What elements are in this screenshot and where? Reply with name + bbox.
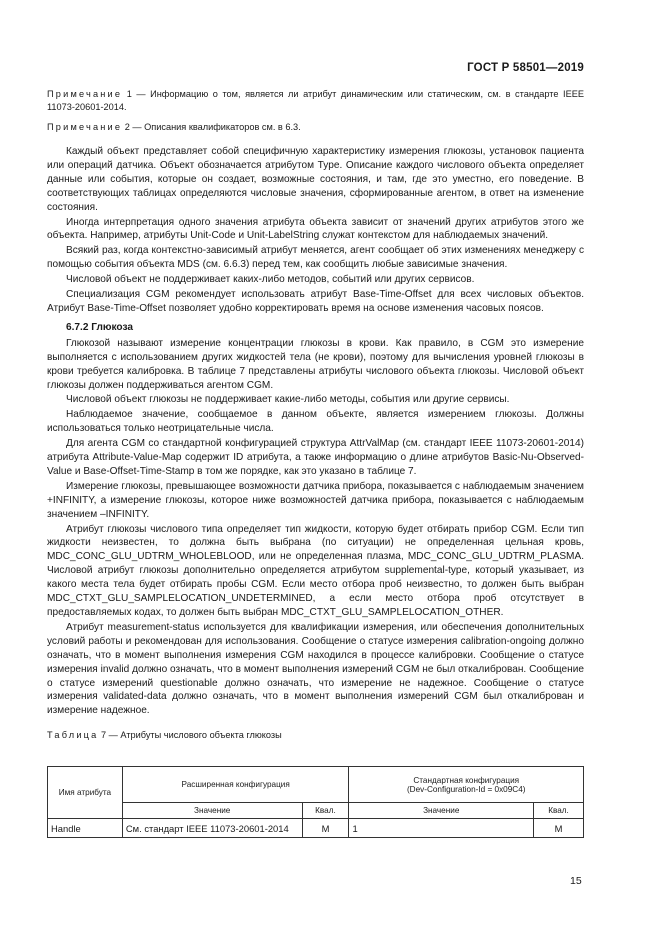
paragraph: Каждый объект представляет собой специфичную характеристику измерения глюкозы, установок пациента или операций датчика. Объект обозначается атрибутом Type. Описание каждого числового объекта определяет данные или события, которые он создает, возможные состояния, и там, где это уместно, его поведение. В соответствующих таблицах определяются числовые значения, сформированные агентом, в ответ на изменение состояния. (47, 146, 584, 213)
cell-std-qual: M (534, 819, 584, 838)
paragraph: Глюкозой называют измерение концентрации глюкозы в крови. Как правило, в CGM это измерение выполняется с использованием других жидкостей тела (не крови), поэтому для вычисления уровней глюкозы в крови требуется калибровка. В таблице 7 представлены атрибуты числового объекта глюкозы. Числовой объект глюкозы должен поддерживаться агентом CGM. (47, 337, 584, 391)
cell-ext-value: См. стандарт IEEE 11073-20601-2014 (122, 819, 302, 838)
subsection-heading (47, 321, 584, 335)
paragraph: Числовой объект не поддерживает каких-либо методов, событий или других сервисов. (66, 274, 475, 286)
cell-attr-name: Handle (48, 819, 123, 838)
table-caption (47, 729, 584, 743)
header-standard-title: Стандартная конфигурация (413, 775, 520, 785)
paragraph: Измерение глюкозы, превышающее возможности датчика прибора, показывается с наблюдаемым значением +INFINITY, а измерение глюкозы, которое ниже возможностей датчика прибора, показывается с наблюдаемым значением –INFINITY. (47, 480, 584, 520)
paragraph: Всякий раз, когда контекстно-зависимый атрибут меняется, агент сообщает об этих изменениях менеджеру с помощью события объекта MDS (см. 6.6.3) перед тем, как сообщить любые зависимые значения. (47, 245, 584, 271)
table-row (48, 819, 584, 838)
header-extended-config: Расширенная конфигурация (122, 767, 349, 803)
attributes-table (47, 766, 584, 838)
header-attr-name: Имя атрибута (48, 767, 123, 819)
table-header-row (48, 767, 584, 803)
paragraph: Наблюдаемое значение, сообщаемое в данном объекте, является измерением глюкозы. Должны использоваться только неотрицательные числа. (47, 409, 584, 435)
header-std-value: Значение (349, 803, 534, 819)
paragraph: Атрибут measurement-status используется для квалификации измерения, или обеспечения дополнительных условий работы и рекомендован для использования. Сообщение о статусе измерения calibration-ongoing должно означать, что в момент выполнения измерения CGM находился в процессе калибровки. Сообщение о статусе измерения invalid должно означать, что в момент выполнения измерений CGM не был откалиброван. Сообщение о статусе измерений questionable должно означать, что измерение не надежное. Сообщение о статусе измерения validated-data должно означать, что в момент выполнения измерений CGM был откалиброван и измерение надежное. (47, 621, 584, 717)
note-1 (47, 88, 584, 114)
note-text: 2 — Описания квалификаторов см. в 6.3. (122, 122, 301, 132)
header-standard-config (349, 767, 584, 803)
table-caption-text: 7 — Атрибуты числового объекта глюкозы (98, 730, 282, 741)
subsection-number: 6.7.2 (66, 321, 89, 333)
main-text (47, 88, 584, 747)
note-label: Примечание (47, 89, 123, 99)
paragraph: Иногда интерпретация одного значения атрибута объекта зависит от значений других атрибутов этого же объекта. Например, атрибуты Unit-Code и Unit-LabelString служат контекстом для наблюдаемых значений. (47, 216, 584, 242)
header-ext-qual: Квал. (302, 803, 349, 819)
subsection-title: Глюкоза (91, 321, 133, 333)
paragraph: Атрибут глюкозы числового типа определяет тип жидкости, которую будет отбирать прибор CGM. Если тип жидкости неизвестен, то должна быть выбрана (по ситуации) не определенная цельная кровь, MDC_CONC_GLU_UDTRM_WHOLEBLOOD, или не определенная плазма, MDC_CONC_GLU_UDTRM_PLASMA. Числовой атрибут глюкозы дополнительно определяется атрибутом supplemental-type, который указывает, из какого места тела будет отбирать пробы CGM. Если место отбора проб неизвестно, то должен быть выбран MDC_CTXT_GLU_SAMPLELOCATION_UNDETERMINED, а если место отбора проб отсутствует в предоставляемых кодах, то должен быть выбран MDC_CTXT_GLU_SAMPLELOCATION_OTHER. (47, 523, 584, 618)
table-caption-label: Таблица (47, 730, 99, 741)
header-standard-id: (Dev-Configuration-Id = 0x09C4) (406, 784, 526, 794)
note-label: Примечание (47, 122, 123, 132)
note-text: 1 — Информацию о том, является ли атрибут динамическим или статическим, см. в стандарте IEEE 11073-20601-2014. (47, 89, 584, 112)
cell-ext-qual: M (302, 819, 349, 838)
table-subheader-row (48, 803, 584, 819)
header-ext-value: Значение (122, 803, 302, 819)
paragraph: Числовой объект глюкозы не поддерживает какие-либо методы, события или другие сервисы. (66, 394, 510, 406)
note-2 (47, 121, 584, 134)
paragraph: Для агента CGM со стандартной конфигурацией структура AttrValMap (см. стандарт IEEE 11073-20601-2014) атрибута Attribute-Value-Map содержит ID атрибута, а также информацию о длине атрибутов Basic-Nu-Observed-Value и Base-Offset-Time-Stamp в том же порядке, как это указано в таблице 7. (47, 438, 584, 477)
standard-header: ГОСТ Р 58501—2019 (467, 62, 584, 74)
header-std-qual: Квал. (534, 803, 584, 819)
page-number: 15 (570, 875, 582, 887)
cell-std-value: 1 (349, 819, 534, 838)
paragraph: Специализация CGM рекомендует использовать атрибут Base-Time-Offset для всех числовых объектов. Атрибут Base-Time-Offset позволяет удобно корректировать время на основе изменения часовых поясов. (47, 289, 584, 314)
